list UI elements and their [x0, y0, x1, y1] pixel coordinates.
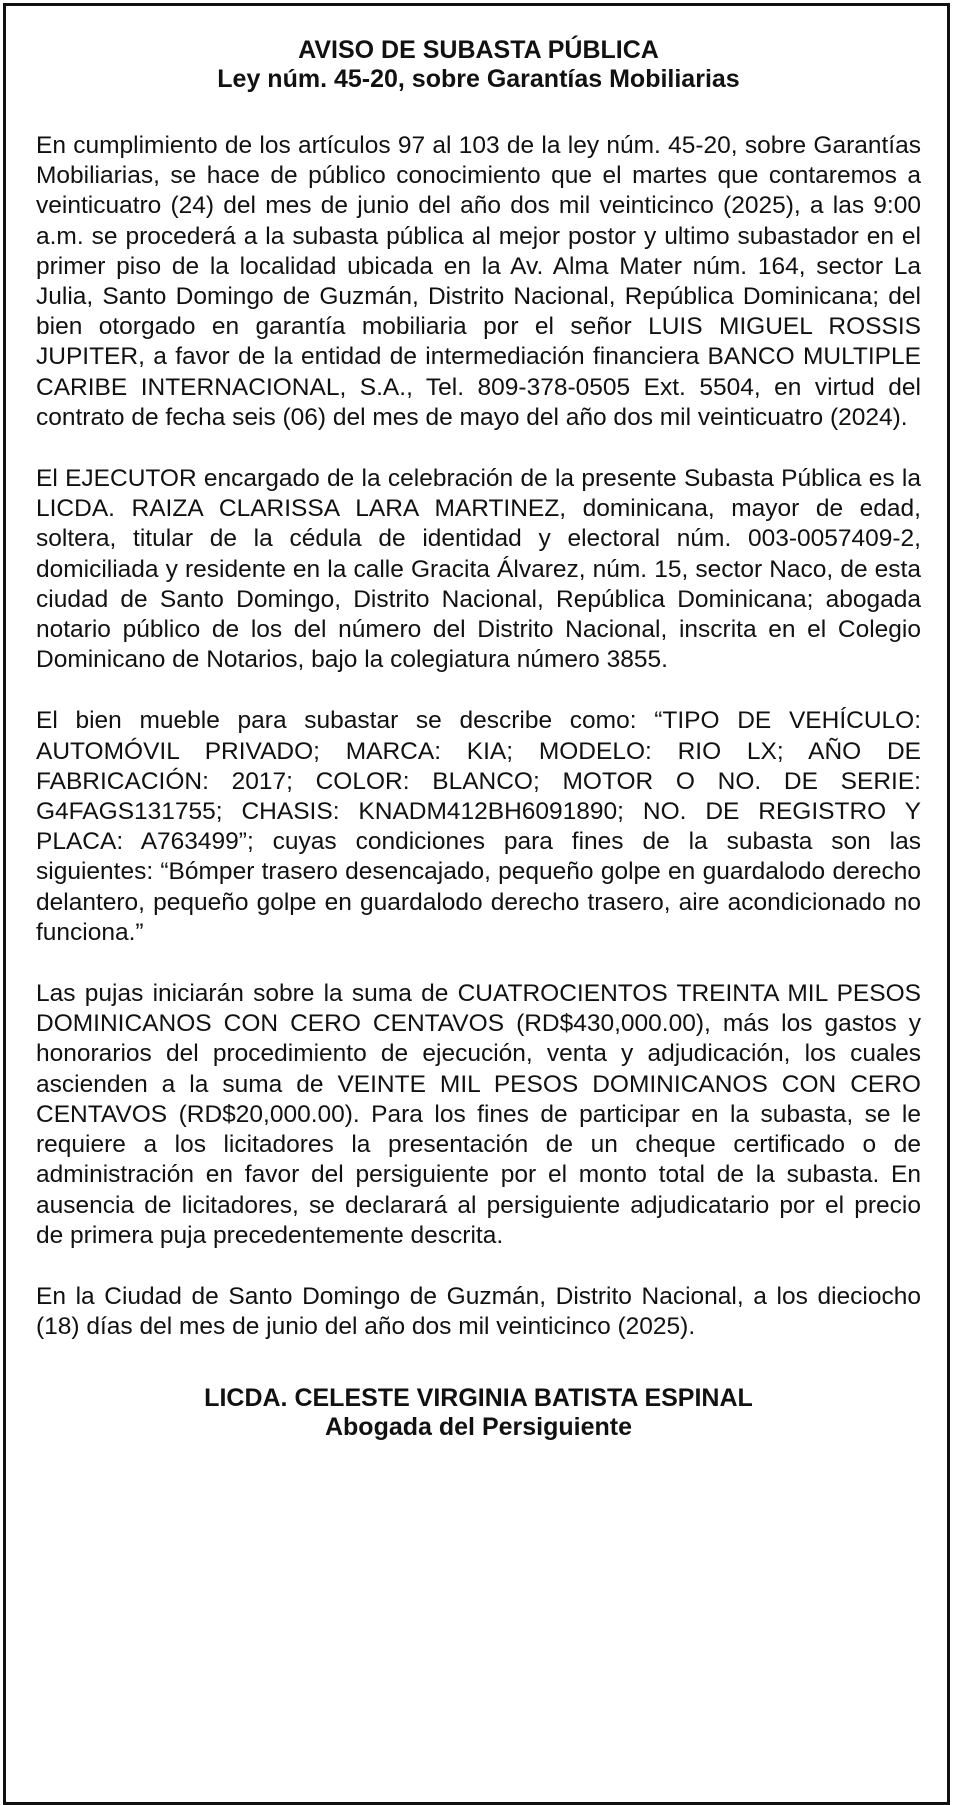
signature-role: Abogada del Persiguiente [324, 1413, 632, 1442]
paragraph-executor: El EJECUTOR encargado de la celebración de la presente Subasta Pública es la LICDA. RAIZA CLARISSA LARA MARTINEZ, dominicana, mayor de edad, soltera, titular de la cédula de identidad y electoral núm. 003-0057409-2, domiciliada y residente en la calle Gracita Álvarez, núm. 15, sector Naco, de esta ciudad de Santo Domingo, Distrito Nacional, República Dominicana; abogada notario público de los del número del Distrito Nacional, inscrita en el Colegio Dominicano de Notarios, bajo la colegiatura número 3855. [36, 465, 921, 674]
notice-border [3, 3, 950, 1805]
notice-title: AVISO DE SUBASTA PÚBLICA [298, 36, 659, 64]
paragraph-vehicle-description: El bien mueble para subastar se describe como: “TIPO DE VEHÍCULO: AUTOMÓVIL PRIVADO; MARCA: KIA; MODELO: RIO LX; AÑO DE FABRICACIÓN: 2017; COLOR: BLANCO; MOTOR O NO. DE SERIE: G4FAGS131755; CHASIS: KNADM412BH6091890; NO. DE REGISTRO Y PLACA: A763499”; cuyas condiciones para fines de la subasta son las siguientes: “Bómper trasero desencajado, pequeño golpe en guardalodo derecho delantero, pequeño golpe en guardalodo derecho trasero, aire acondicionado no funciona.” [36, 707, 921, 946]
paragraph-date-place: En la Ciudad de Santo Domingo de Guzmán, Distrito Nacional, a los dieciocho (18) días del mes de junio del año dos mil veinticinco (2025). [36, 1282, 921, 1341]
signature-name: LICDA. CELESTE VIRGINIA BATISTA ESPINAL [204, 1384, 753, 1413]
notice-subtitle: Ley núm. 45-20, sobre Garantías Mobiliarias [217, 65, 740, 93]
notice-content [36, 36, 921, 1442]
paragraph-bidding-terms: Las pujas iniciarán sobre la suma de CUATROCIENTOS TREINTA MIL PESOS DOMINICANOS CON CERO CENTAVOS (RD$430,000.00), más los gastos y honorarios del procedimiento de ejecución, venta y adjudicación, los cuales ascienden a la suma de VEINTE MIL PESOS DOMINICANOS CON CERO CENTAVOS (RD$20,000.00). Para los fines de participar en la subasta, se le requiere a los licitadores la presentación de un cheque certificado o de administración en favor del persiguiente por el monto total de la subasta. En ausencia de licitadores, se declarará al persiguiente adjudicatario por el precio de primera puja precedentemente descrita. [36, 980, 921, 1249]
paragraph-announcement: En cumplimiento de los artículos 97 al 103 de la ley núm. 45-20, sobre Garantías Mobiliarias, se hace de público conocimiento que el martes que contaremos a veinticuatro (24) del mes de junio del año dos mil veinticinco (2025), a las 9:00 a.m. se procederá a la subasta pública al mejor postor y ultimo subastador en el primer piso de la localidad ubicada en la Av. Alma Mater núm. 164, sector La Julia, Santo Domingo de Guzmán, Distrito Nacional, República Dominicana; del bien otorgado en garantía mobiliaria por el señor LUIS MIGUEL ROSSIS JUPITER, a favor de la entidad de intermediación financiera BANCO MULTIPLE CARIBE INTERNACIONAL, S.A., Tel. 809-378-0505 Ext. 5504, en virtud del contrato de fecha seis (06) del mes de mayo del año dos mil veinticuatro (2024). [36, 132, 921, 431]
